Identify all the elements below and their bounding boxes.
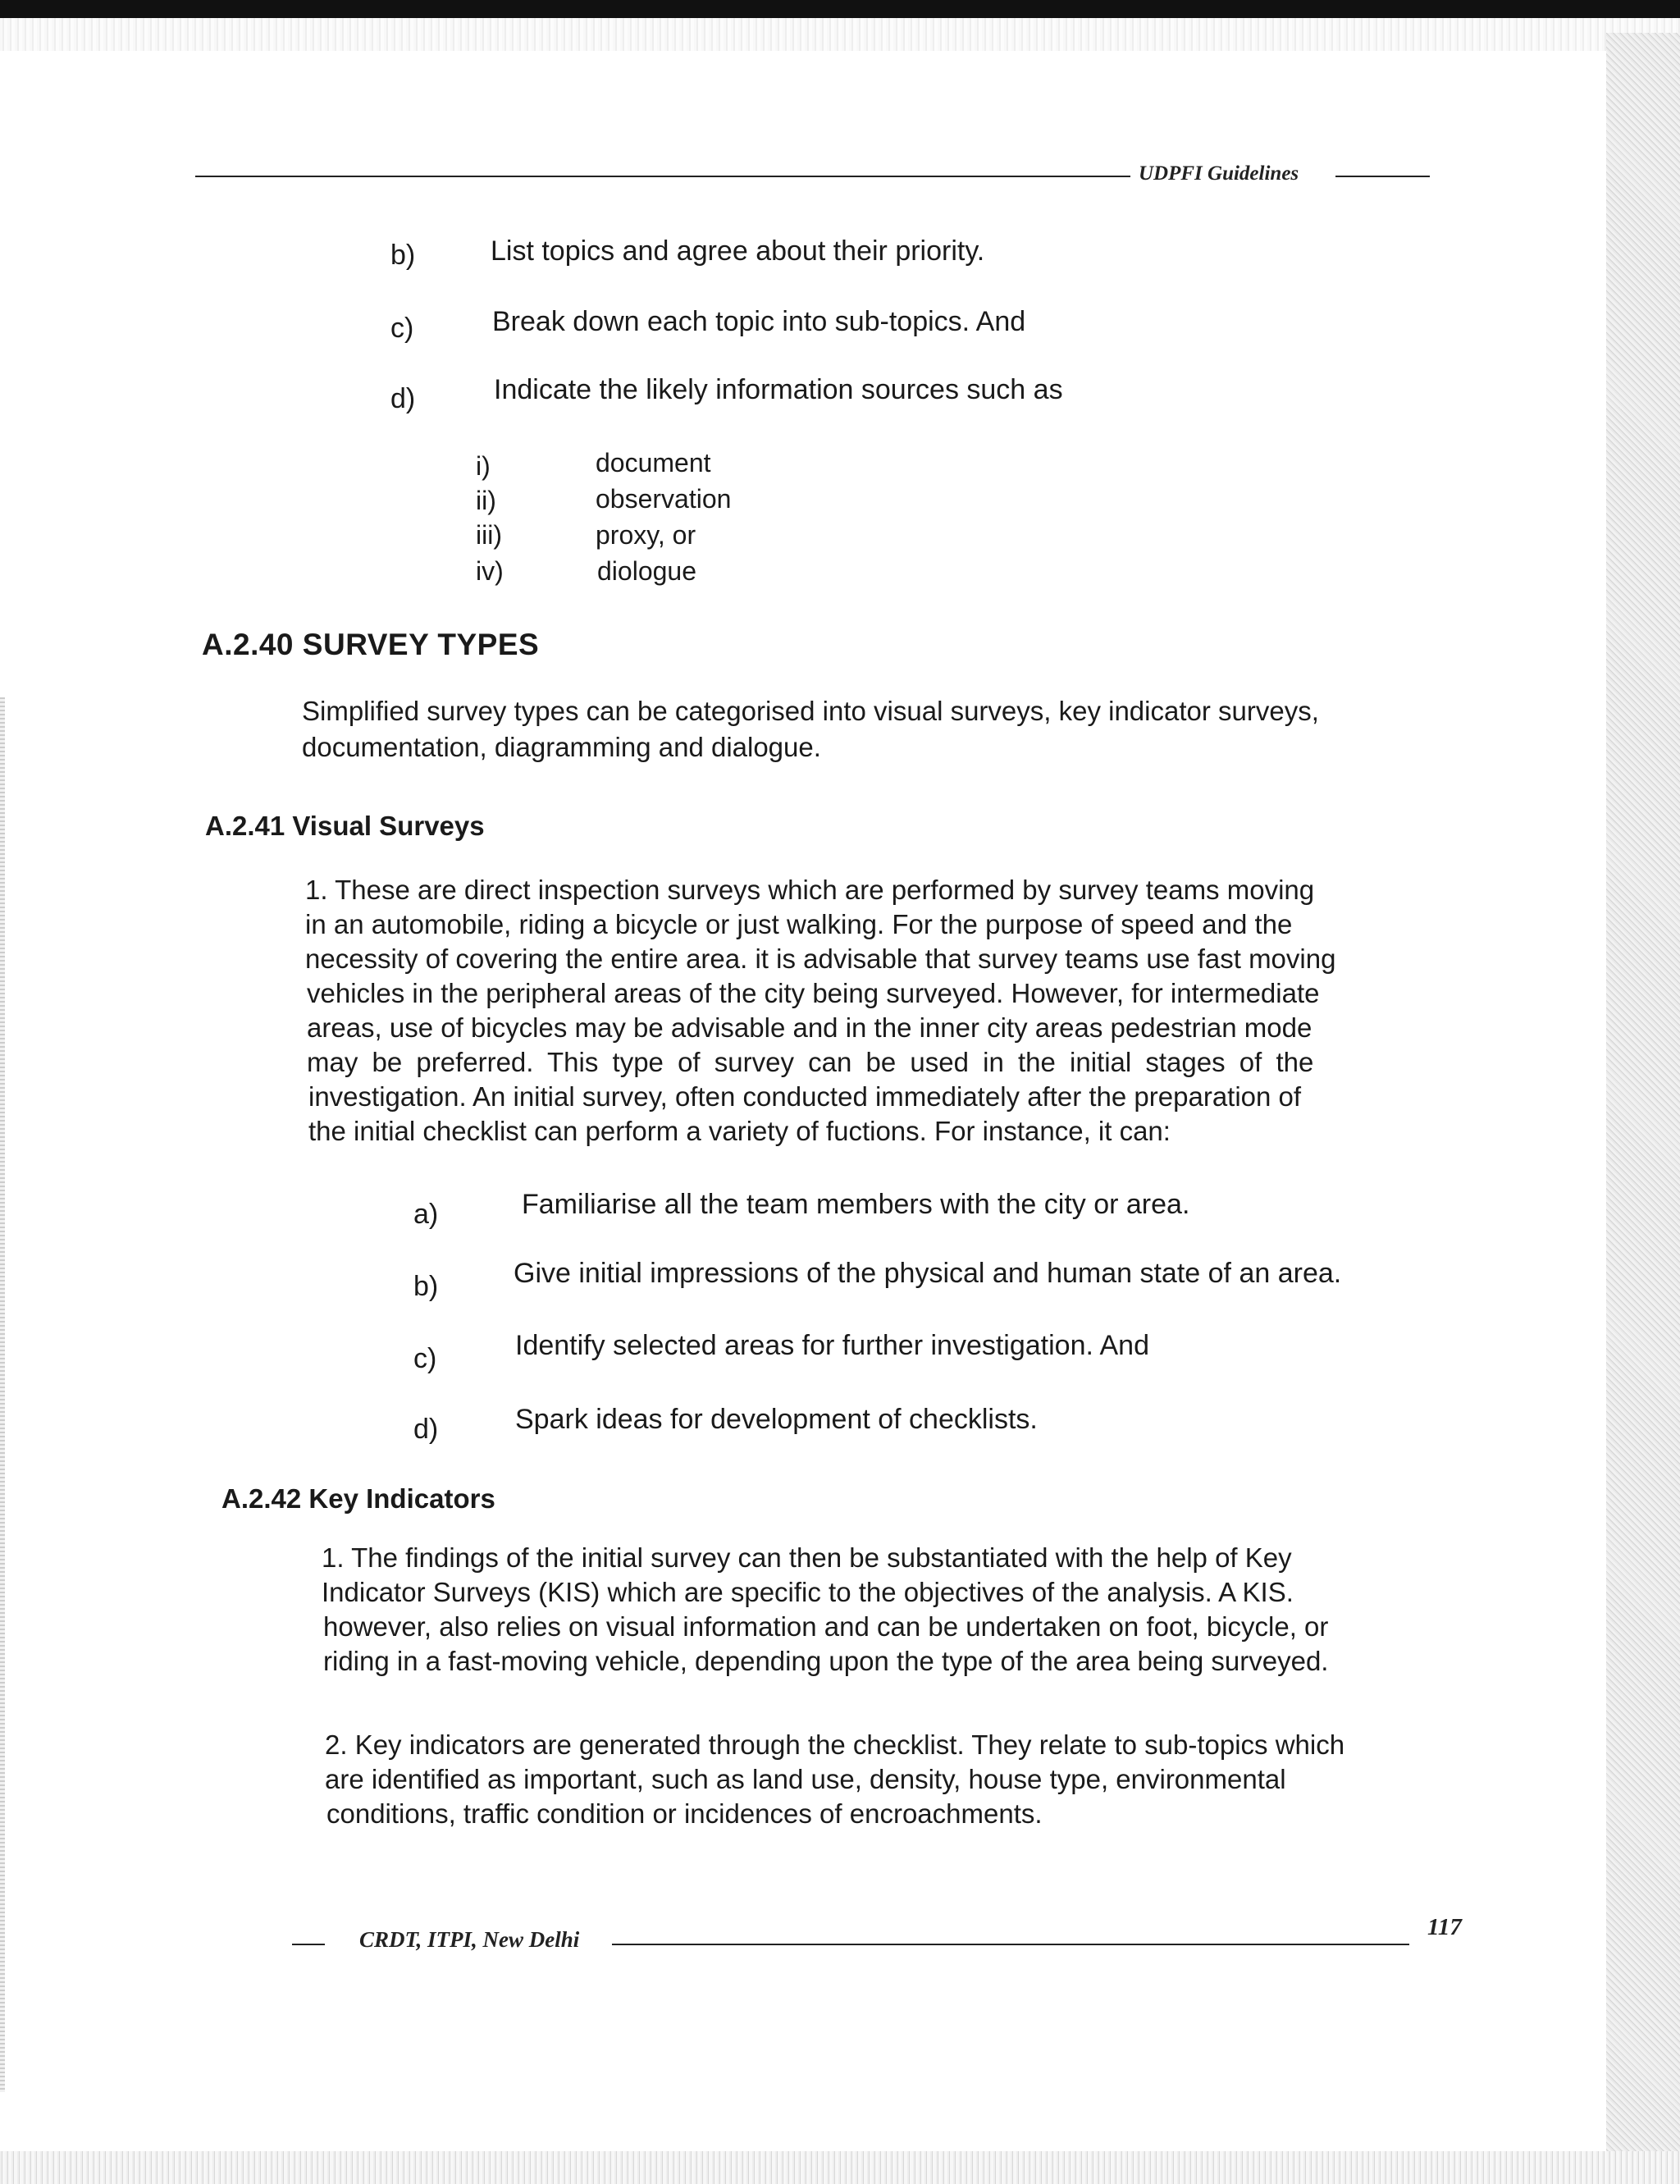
paragraph-line: vehicles in the peripheral areas of the city being surveyed. However, for intermediate bbox=[307, 978, 1320, 1008]
paragraph-line: the initial checklist can perform a variety of fuctions. For instance, it can: bbox=[308, 1116, 1171, 1146]
scan-noise-right bbox=[1606, 33, 1680, 2166]
section-heading-visual-surveys: A.2.41 Visual Surveys bbox=[205, 811, 485, 841]
sublist-label: i) bbox=[476, 451, 491, 481]
list-label: c) bbox=[413, 1343, 437, 1374]
sublist-item: observation bbox=[596, 484, 732, 514]
paragraph-line: 2. Key indicators are generated through the checklist. They relate to sub-topics which bbox=[325, 1729, 1345, 1760]
header-rule-right bbox=[1335, 176, 1430, 177]
list-item: Identify selected areas for further investigation. And bbox=[515, 1330, 1150, 1361]
sublist-item: proxy, or bbox=[596, 520, 696, 550]
list-item: Give initial impressions of the physical and human state of an area. bbox=[514, 1258, 1342, 1289]
paragraph-line: Indicator Surveys (KIS) which are specific to the objectives of the analysis. A KIS. bbox=[322, 1577, 1294, 1607]
paragraph-line: areas, use of bicycles may be advisable and in the inner city areas pedestrian mode bbox=[307, 1012, 1312, 1043]
section-heading-survey-types: A.2.40 SURVEY TYPES bbox=[202, 628, 540, 661]
paragraph-line: may be preferred. This type of survey can be used in the initial stages of the bbox=[307, 1047, 1314, 1077]
footer-rule-left bbox=[292, 1944, 325, 1945]
section-heading-key-indicators: A.2.42 Key Indicators bbox=[221, 1483, 495, 1514]
sublist-item: document bbox=[596, 448, 711, 477]
list-item: Spark ideas for development of checklists. bbox=[515, 1404, 1038, 1435]
paragraph-line: documentation, diagramming and dialogue. bbox=[302, 732, 821, 762]
page-number: 117 bbox=[1427, 1914, 1462, 1940]
paragraph-line: conditions, traffic condition or incidences of encroachments. bbox=[326, 1798, 1043, 1829]
paragraph-line: are identified as important, such as land use, density, house type, environmental bbox=[325, 1764, 1286, 1794]
sublist-label: ii) bbox=[476, 486, 496, 515]
sublist-item: diologue bbox=[597, 556, 696, 586]
paragraph-line: however, also relies on visual information and can be undertaken on foot, bicycle, or bbox=[323, 1611, 1329, 1642]
list-label: d) bbox=[413, 1414, 439, 1445]
paragraph-line: 1. These are direct inspection surveys which are performed by survey teams moving bbox=[305, 875, 1315, 905]
paragraph-line: riding in a fast-moving vehicle, depending upon the type of the area being surveyed. bbox=[323, 1646, 1329, 1676]
paragraph-line: in an automobile, riding a bicycle or just walking. For the purpose of speed and the bbox=[305, 909, 1293, 939]
list-item: List topics and agree about their priority. bbox=[491, 235, 985, 267]
list-label: a) bbox=[413, 1199, 439, 1230]
list-label: b) bbox=[390, 240, 416, 271]
paragraph-line: Simplified survey types can be categorised into visual surveys, key indicator surveys, bbox=[302, 696, 1319, 726]
sublist-label: iii) bbox=[476, 520, 502, 550]
list-item: Break down each topic into sub-topics. And bbox=[492, 306, 1026, 337]
running-footer: CRDT, ITPI, New Delhi bbox=[359, 1927, 580, 1952]
list-label: c) bbox=[390, 313, 414, 344]
list-item: Indicate the likely information sources such as bbox=[494, 374, 1063, 405]
footer-rule bbox=[612, 1944, 1409, 1945]
list-label: b) bbox=[413, 1271, 439, 1302]
running-header: UDPFI Guidelines bbox=[1139, 162, 1299, 185]
paragraph-line: necessity of covering the entire area. it is advisable that survey teams use fast moving bbox=[305, 944, 1336, 974]
paragraph-line: 1. The findings of the initial survey can then be substantiated with the help of Key bbox=[322, 1542, 1292, 1573]
header-rule bbox=[195, 176, 1130, 177]
paragraph-line: investigation. An initial survey, often conducted immediately after the preparation of bbox=[308, 1081, 1302, 1112]
sublist-label: iv) bbox=[476, 556, 504, 586]
list-item: Familiarise all the team members with the city or area. bbox=[522, 1189, 1190, 1220]
list-label: d) bbox=[390, 383, 416, 414]
scan-noise-bottom bbox=[0, 2151, 1680, 2184]
